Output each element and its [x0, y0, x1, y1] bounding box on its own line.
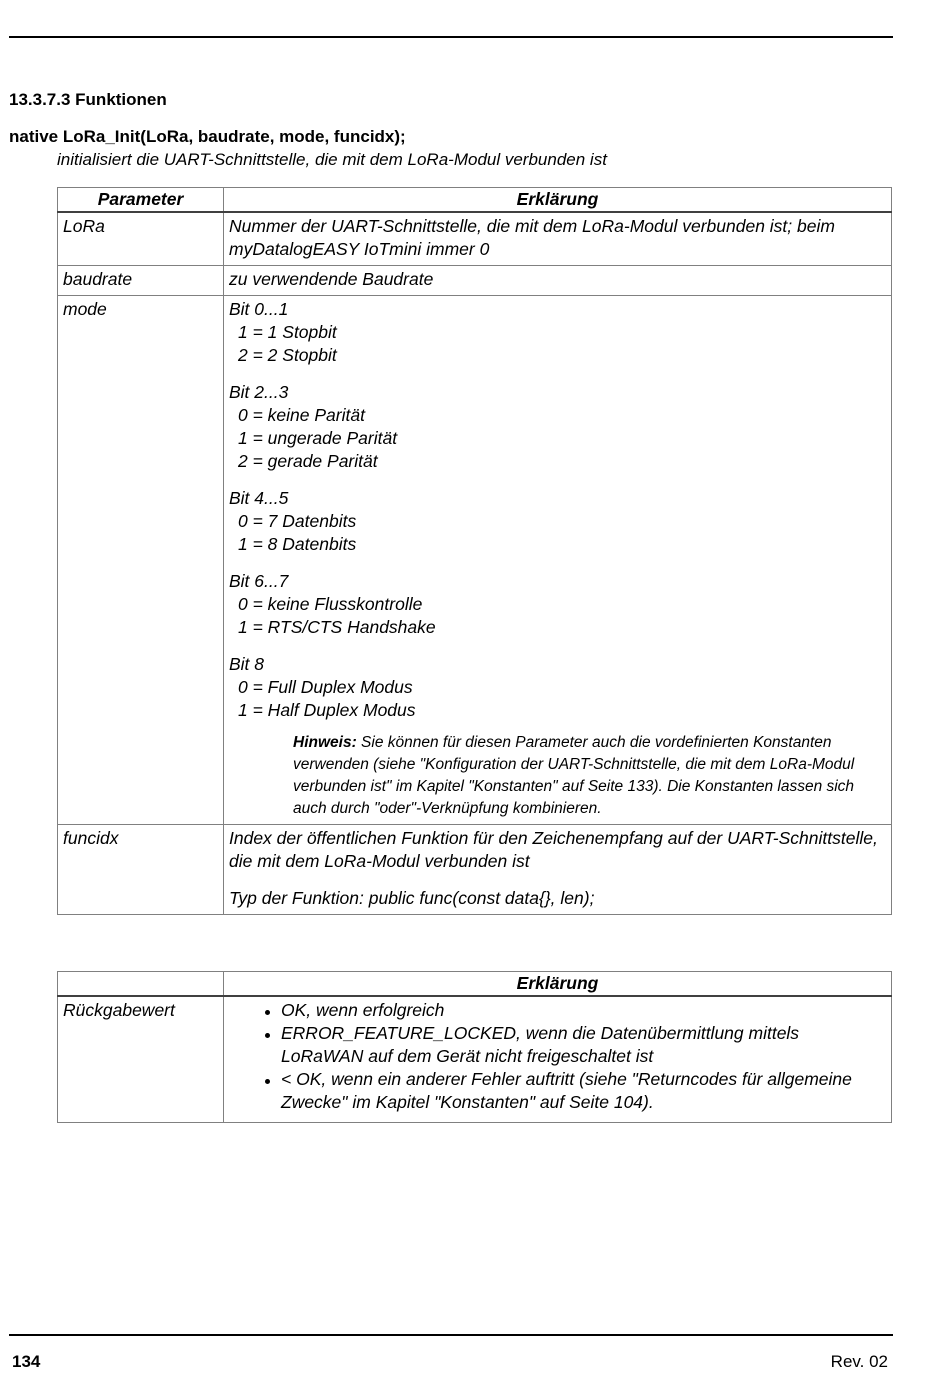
bit-group [229, 487, 886, 556]
list-item: ERROR_FEATURE_LOCKED, wenn die Datenübermittlung mittels LoRaWAN auf dem Gerät nicht freigeschaltet ist [229, 1022, 886, 1068]
function-description: initialisiert die UART-Schnittstelle, die mit dem LoRa-Modul verbunden ist [57, 150, 607, 169]
param-name-funcidx: funcidx [58, 825, 224, 915]
bit-group [229, 298, 886, 367]
table-row [58, 296, 892, 825]
bit-option: 1 = 1 Stopbit [238, 322, 337, 342]
return-value-label: Rückgabewert [58, 996, 224, 1123]
list-item: OK, wenn erfolgreich [229, 999, 886, 1022]
table-row [58, 266, 892, 296]
table-header-row [58, 972, 892, 997]
bit-option: 1 = ungerade Parität [238, 428, 398, 448]
bit-group-title: Bit 4...5 [229, 488, 289, 508]
list-item: < OK, wenn ein anderer Fehler auftritt (siehe "Returncodes für allgemeine Zwecke" im Kapitel "Konstanten" auf Seite 104). [229, 1068, 886, 1114]
parameter-table [57, 187, 892, 915]
bit-group [229, 653, 886, 722]
bit-option: 2 = gerade Parität [238, 451, 378, 471]
header-explanation: Erklärung [224, 188, 892, 213]
top-rule [9, 36, 893, 38]
param-name-baudrate: baudrate [58, 266, 224, 296]
bottom-rule [9, 1334, 893, 1336]
function-signature: native LoRa_Init(LoRa, baudrate, mode, funcidx); [9, 127, 406, 146]
page-number: 134 [12, 1352, 41, 1371]
return-value-list [229, 999, 886, 1118]
bit-group [229, 570, 886, 639]
bit-option: 2 = 2 Stopbit [238, 345, 337, 365]
table-row [58, 825, 892, 915]
bit-group-title: Bit 2...3 [229, 382, 289, 402]
hint-text: Sie können für diesen Parameter auch die vordefinierten Konstanten verwenden (siehe "Konfiguration der UART-Schnittstelle, die mit dem LoRa-Modul verbunden ist" im Kapitel "Konstanten" auf Seite 133). Die Konstanten lassen sich auch durch "oder"-Verknüpfung kombinieren. [293, 734, 855, 817]
bit-option: 0 = Full Duplex Modus [238, 677, 413, 697]
section-heading: 13.3.7.3 Funktionen [9, 90, 167, 109]
funcidx-text: Index der öffentlichen Funktion für den Zeichenempfang auf der UART-Schnittstelle, die mit dem LoRa-Modul verbunden ist [229, 828, 878, 871]
hint-label: Hinweis: [293, 734, 357, 751]
revision-label: Rev. 02 [830, 1352, 888, 1371]
bit-option: 0 = 7 Datenbits [238, 511, 357, 531]
table-row [58, 212, 892, 266]
header-empty [58, 972, 224, 997]
return-value-desc [224, 996, 892, 1123]
bit-option: 1 = Half Duplex Modus [238, 700, 416, 720]
header-explanation: Erklärung [224, 972, 892, 997]
bit-group [229, 381, 886, 473]
hint-note [293, 732, 886, 820]
param-desc-baudrate: zu verwendende Baudrate [224, 266, 892, 296]
bit-group-title: Bit 6...7 [229, 571, 289, 591]
bit-option: 1 = 8 Datenbits [238, 534, 357, 554]
bit-option: 1 = RTS/CTS Handshake [238, 617, 436, 637]
bit-option: 0 = keine Flusskontrolle [238, 594, 423, 614]
param-desc-mode [224, 296, 892, 825]
bit-option: 0 = keine Parität [238, 405, 365, 425]
table-header-row [58, 188, 892, 213]
param-desc-lora: Nummer der UART-Schnittstelle, die mit dem LoRa-Modul verbunden ist; beim myDatalogEASY IoTmini immer 0 [224, 212, 892, 266]
funcidx-type-text: Typ der Funktion: public func(const data{}, len); [229, 888, 595, 908]
param-name-mode: mode [58, 296, 224, 825]
bit-group-title: Bit 8 [229, 654, 265, 674]
return-value-table [57, 971, 892, 1123]
bit-group-title: Bit 0...1 [229, 299, 289, 319]
header-parameter: Parameter [58, 188, 224, 213]
table-row [58, 996, 892, 1123]
param-name-lora: LoRa [58, 212, 224, 266]
param-desc-funcidx [224, 825, 892, 915]
